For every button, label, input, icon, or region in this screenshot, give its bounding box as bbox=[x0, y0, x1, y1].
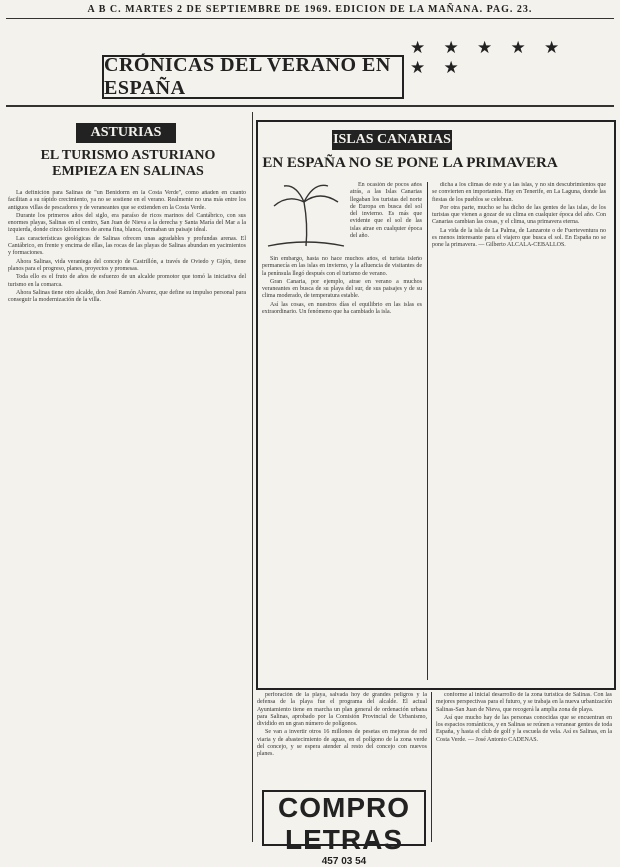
continuation-paragraph: conforme al inicial desarrollo de la zona turística de Salinas. Con las mejores perspectivas para el futuro, y se trabaja en la nueva urbanización Salinas-San Juan de Nieva, que recogerá la amplia zona de playa. bbox=[436, 692, 612, 713]
banner-title: CRÓNICAS DEL VERANO EN ESPAÑA bbox=[104, 54, 391, 99]
canarias-paragraph: En ocasión de pocos años atrás, a las Islas Canarias llegaban los turistas del norte de Europa en busca del sol del invierno. Es más que evidente que el sol de las islas atrae en cualquier época del año. bbox=[350, 182, 422, 240]
continuation-paragraph: perforación de la playa, salvada hoy de grandes peligros y la defensa de la playa fue el programa del alcalde. El actual Ayuntamiento tiene en marcha un plan general de ordenación urbana para Salinas, aprobado por la Comisión Provincial de Urbanismo, dividido en un gran número de polígonos. bbox=[257, 692, 427, 728]
asturias-paragraph: La definición para Salinas de "un Benidorm en la Costa Verde", como añaden en cuanto facilitan a su rápido crecimiento, ya no se sostiene en el verano. Realmente no una más entre los antiguos villas de pescadores y de veraneantes que se extienden en la Costa Verde. bbox=[8, 190, 246, 211]
ad-title: COMPRO LETRAS bbox=[278, 792, 410, 855]
canarias-paragraph: Gran Canaria, por ejemplo, atrae en verano a muchos veraneantes en busca de su playa del sur, de sus paisajes y de su clima moderado, de temperatura estable. bbox=[262, 278, 422, 300]
asturias-section-label: ASTURIAS bbox=[76, 123, 176, 143]
asturias-continuation-mid bbox=[257, 692, 427, 784]
asturias-continuation-right bbox=[436, 692, 612, 842]
ad-phone: 457 03 54 bbox=[321, 856, 367, 867]
canarias-paragraph: Por otra parte, mucho se ha dicho de las gentes de las islas, de los turistas que vienen a gozar de su clima en cualquier época del año. Con Canarias cambian las cosas, y el clima, una primavera eterna. bbox=[432, 204, 606, 226]
classified-ad bbox=[262, 790, 426, 867]
canarias-left-column bbox=[262, 256, 422, 680]
palm-trunk bbox=[304, 202, 307, 246]
asturias-paragraph: Durante los primeros años del siglo, era paraíso de ricos marinos del Cantábrico, con sus enormes playas, Salinas en el centro, San Juan de Nieva a la derecha y Santa María del Mar a la izquierda, donde cinco kilómetros de arena fina, blanca, formaban un paisaje ideal. bbox=[8, 212, 246, 234]
star-row: ★ ★ ★ ★ ★ ★ ★ bbox=[410, 38, 567, 77]
canarias-headline: EN ESPAÑA NO SE PONE LA PRIMAVERA bbox=[262, 155, 558, 171]
asturias-paragraph: Toda ello es el fruto de años de esfuerzo de un alcalde promotor que tomó la iniciativa del turismo en la comarca. bbox=[8, 274, 246, 288]
palm-frond bbox=[274, 199, 304, 206]
canarias-section-label: ISLAS CANARIAS bbox=[332, 130, 452, 150]
section-banner bbox=[102, 55, 404, 99]
canarias-paragraph: Así las cosas, en nuestros días el equilibrio en las islas es extraordinario. Un fenómeno que ha cambiado la isla. bbox=[262, 301, 422, 316]
header-rule bbox=[6, 18, 614, 19]
page-header: A B C. MARTES 2 DE SEPTIEMBRE DE 1969. EDICION DE LA MAÑANA. PAG. 23. bbox=[87, 4, 533, 15]
canarias-right-column bbox=[432, 182, 606, 680]
continuation-paragraph: Se van a invertir otros 16 millones de pesetas en mejoras de red viaria y de abastecimiento de aguas, en el polígono de la zona verde del concejo, y se espera atender al resto del concejo con nuevos planes. bbox=[257, 729, 427, 758]
asturias-paragraph: Ahora Salinas tiene otro alcalde, don José Ramón Alvarez, que define su impulso personal para conseguir la modernización de la villa. bbox=[8, 289, 246, 304]
asturias-paragraph: Las características geológicas de Salinas ofrecen unas agradables y profundas arenas. El Cantábrico, en frente y encima de ellas, las rocas de las playas de Salinas abundan en yacimientos y formaciones. bbox=[8, 235, 246, 257]
canarias-intro bbox=[350, 182, 422, 254]
canarias-paragraph: La vida de la isla de La Palma, de Lanzarote o de Fuerteventura no es menos interesante para el viajero que busca el sol. En España no se pone la primavera. — Gilberto ALCALA-CEBALLOS. bbox=[432, 227, 606, 249]
asturias-article bbox=[8, 190, 246, 840]
banner-rule bbox=[6, 105, 614, 107]
bottom-column-rule bbox=[431, 692, 432, 842]
continuation-paragraph: Así que mucho hay de las personas conocidas que se encuentran en los espacios románticos, y en Salinas se reúnen a veranear gentes de toda España, y hasta el club de golf y la escuela de vela. Así es Salinas, en la Costa Verde. — José Antonio CADENAS. bbox=[436, 714, 612, 743]
palm-tree-illustration bbox=[266, 180, 346, 250]
canarias-paragraph: dicha a los climas de este y a las islas, y no sin descubrimientos que se convierten en importantes. Hay en Tenerife, en La Laguna, donde las fiestas de los pueblos se celebran. bbox=[432, 182, 606, 203]
canarias-paragraph: Sin embargo, hasta no hace muchos años, el turista isleño permanecía en las islas en invierno, y la afluencia de visitantes de la península llegó después con el turismo de verano. bbox=[262, 256, 422, 277]
asturias-headline: EL TURISMO ASTURIANO EMPIEZA EN SALINAS bbox=[40, 148, 216, 179]
column-rule bbox=[252, 112, 253, 842]
canarias-column-rule bbox=[427, 182, 428, 680]
palm-frond bbox=[304, 196, 338, 202]
asturias-paragraph: Ahora Salinas, vida veraniega del concejo de Castrillón, a través de Oviedo y Gijón, tiene planos para el progreso, planes, proyectos y promesas. bbox=[8, 258, 246, 272]
